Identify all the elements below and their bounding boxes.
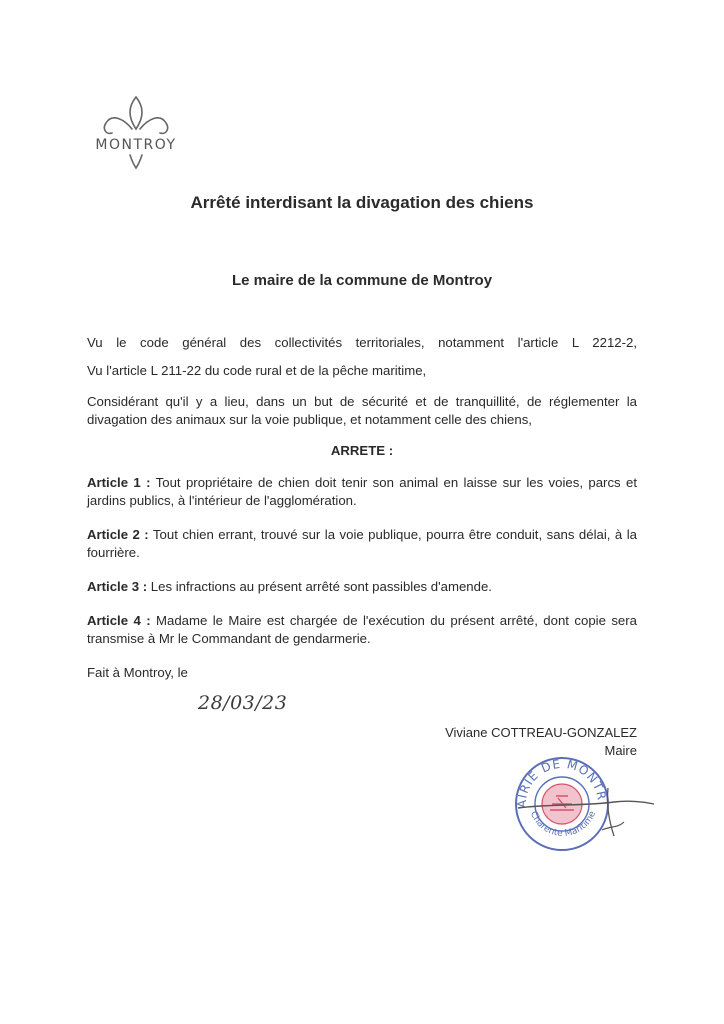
official-seal-icon	[506, 748, 656, 858]
stamp-bottom-text: Charente Maritime	[527, 809, 599, 839]
article-label: Article 4 :	[87, 613, 151, 628]
page-subtitle: Le maire de la commune de Montroy	[231, 272, 493, 289]
article-text: Tout propriétaire de chien doit tenir son animal en laisse sur les voies, parcs et jardins publics, à l'intérieur de l'agglomération.	[87, 475, 638, 508]
article-paragraph	[87, 578, 637, 596]
decision-heading: ARRETE :	[330, 443, 394, 458]
fleur-de-lis-icon	[88, 95, 184, 171]
handwritten-date: 28/03/23	[198, 692, 288, 714]
signature-stroke	[518, 801, 654, 808]
page-title: Arrêté interdisant la divagation des chiens	[190, 193, 534, 212]
signatory-role: Maire	[604, 743, 637, 758]
place-date-label: Fait à Montroy, le	[87, 665, 188, 680]
article-text: Madame le Maire est chargée de l'exécution du présent arrêté, dont copie sera transmise à Mr le Commandant de gendarmerie.	[87, 613, 637, 646]
article-paragraph	[87, 526, 637, 562]
visa-paragraph: Vu l'article L 211-22 du code rural et de la pêche maritime,	[87, 363, 427, 378]
article-text: Les infractions au présent arrêté sont passibles d'amende.	[147, 579, 492, 594]
article-label: Article 3 :	[87, 579, 148, 594]
document-body	[87, 334, 637, 682]
place-date-line	[87, 664, 637, 682]
stamp-top-text: AIRIE DE MONTR	[514, 756, 609, 809]
signatory-name: Viviane COTTREAU-GONZALEZ	[445, 725, 637, 740]
article-label: Article 1 :	[87, 475, 151, 490]
logo-text: MONTROY	[95, 137, 177, 153]
article-text: Tout chien errant, trouvé sur la voie publique, pourra être conduit, sans délai, à la fourrière.	[87, 527, 637, 560]
article-paragraph	[87, 474, 637, 510]
article-label: Article 2 :	[87, 527, 149, 542]
montroy-logo	[88, 95, 184, 171]
visa-paragraph: Vu le code général des collectivités territoriales, notamment l'article L 2212-2,	[87, 335, 637, 350]
considerant-paragraph: Considérant qu'il y a lieu, dans un but de sécurité et de tranquillité, de réglementer la divagation des animaux sur la voie publique, et notamment celle des chiens,	[87, 394, 637, 427]
article-paragraph	[87, 612, 637, 648]
mairie-stamp	[506, 748, 656, 858]
